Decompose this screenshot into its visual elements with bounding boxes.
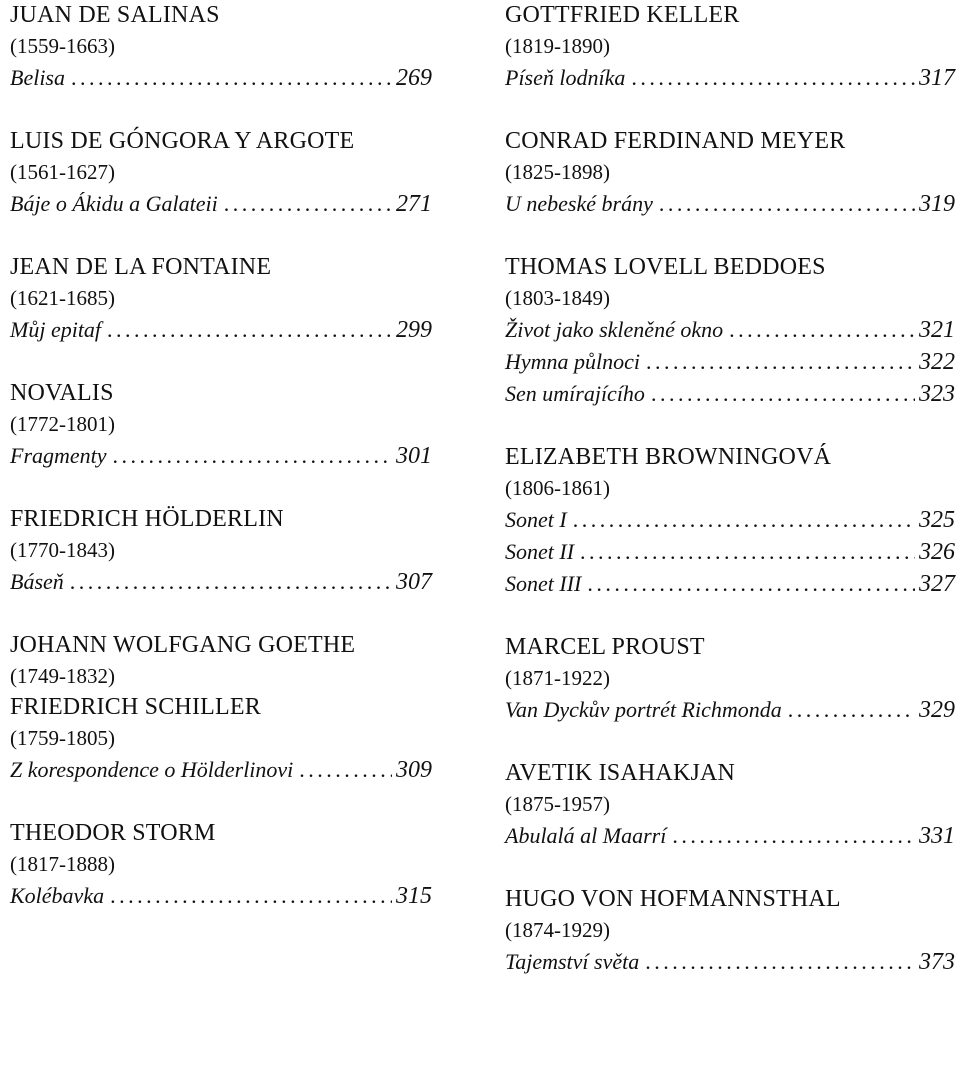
author-group (505, 632, 955, 726)
toc-entry (10, 754, 432, 786)
entry-title: Báseň (10, 569, 64, 594)
author-name: GOTTFRIED KELLER (505, 2, 740, 28)
page-number: 321 (919, 317, 955, 343)
author-years: (1749-1832) (10, 664, 115, 688)
dot-leader (573, 504, 915, 535)
entry-title: Van Dyckův portrét Richmonda (505, 697, 782, 722)
entry-title: Život jako skleněné okno (505, 317, 724, 342)
entry-title: Fragmenty (10, 443, 107, 468)
page-number: 315 (396, 883, 432, 909)
author-name: FRIEDRICH HÖLDERLIN (10, 506, 284, 532)
author-years: (1874-1929) (505, 918, 610, 942)
author-name: MARCEL PROUST (505, 634, 705, 660)
entry-title: Můj epitaf (10, 317, 102, 342)
author-years: (1825-1898) (505, 160, 610, 184)
dot-leader (113, 440, 392, 471)
dot-leader (580, 536, 915, 567)
dot-leader (651, 378, 915, 409)
author-name: JUAN DE SALINAS (10, 2, 220, 28)
page-number: 327 (919, 571, 955, 597)
author-name: ELIZABETH BROWNINGOVÁ (505, 444, 832, 470)
entry-title: Sonet II (505, 539, 575, 564)
author-years: (1772-1801) (10, 412, 115, 436)
toc-entry (505, 946, 955, 978)
author-name: HUGO VON HOFMANNSTHAL (505, 886, 841, 912)
author-group (505, 442, 955, 600)
author-group (505, 0, 955, 94)
toc-entry (10, 314, 432, 346)
page-number: 299 (396, 317, 432, 343)
toc-entry (10, 440, 432, 472)
author-years: (1559-1663) (10, 34, 115, 58)
dot-leader (587, 568, 915, 599)
author-group (10, 0, 432, 94)
dot-leader (631, 62, 915, 93)
entry-title: Píseň lodníka (505, 65, 626, 90)
author-group (505, 758, 955, 852)
author-years: (1817-1888) (10, 852, 115, 876)
dot-leader (110, 880, 392, 911)
author-group (10, 252, 432, 346)
dot-leader (729, 314, 915, 345)
toc-entry (505, 378, 955, 410)
toc-entry (10, 188, 432, 220)
entry-title: Abulalá al Maarrí (505, 823, 667, 848)
toc-entry (505, 62, 955, 94)
toc-entry (505, 536, 955, 568)
dot-leader (645, 946, 915, 977)
author-name: JEAN DE LA FONTAINE (10, 254, 272, 280)
entry-title: Tajemství světa (505, 949, 640, 974)
toc-entry (505, 568, 955, 600)
entry-title: U nebeské brány (505, 191, 653, 216)
page-number: 307 (396, 569, 432, 595)
author-group (10, 630, 432, 692)
author-years: (1561-1627) (10, 160, 115, 184)
author-years: (1806-1861) (505, 476, 610, 500)
author-years: (1759-1805) (10, 726, 115, 750)
toc-column-left (10, 0, 432, 944)
toc-entry (10, 62, 432, 94)
page-number: 301 (396, 443, 432, 469)
dot-leader (659, 188, 915, 219)
page-number: 323 (919, 381, 955, 407)
author-years: (1621-1685) (10, 286, 115, 310)
dot-leader (224, 188, 392, 219)
entry-title: Z korespondence o Hölderlinovi (10, 757, 294, 782)
toc-entry (505, 504, 955, 536)
author-name: JOHANN WOLFGANG GOETHE (10, 632, 356, 658)
author-name: AVETIK ISAHAKJAN (505, 760, 736, 786)
author-name: LUIS DE GÓNGORA Y ARGOTE (10, 128, 355, 154)
page-number: 317 (919, 65, 955, 91)
toc-entry (505, 188, 955, 220)
entry-title: Hymna půlnoci (505, 349, 641, 374)
dot-leader (70, 566, 392, 597)
page-number: 326 (919, 539, 955, 565)
author-name: THOMAS LOVELL BEDDOES (505, 254, 826, 280)
entry-title: Sen umírajícího (505, 381, 645, 406)
author-years: (1819-1890) (505, 34, 610, 58)
author-name: CONRAD FERDINAND MEYER (505, 128, 846, 154)
author-group (10, 504, 432, 598)
dot-leader (788, 694, 915, 725)
entry-title: Kolébavka (10, 883, 105, 908)
entry-title: Báje o Ákidu a Galateii (10, 191, 218, 216)
page-number: 325 (919, 507, 955, 533)
author-group (505, 252, 955, 410)
page-number: 373 (919, 949, 955, 975)
page-number: 319 (919, 191, 955, 217)
author-group (505, 126, 955, 220)
entry-title: Sonet I (505, 507, 567, 532)
author-name: FRIEDRICH SCHILLER (10, 694, 261, 720)
page-number: 271 (396, 191, 432, 217)
author-group (505, 884, 955, 978)
author-group (10, 378, 432, 472)
author-years: (1875-1957) (505, 792, 610, 816)
entry-title: Sonet III (505, 571, 582, 596)
author-years: (1770-1843) (10, 538, 115, 562)
toc-entry (505, 314, 955, 346)
toc-entry (505, 694, 955, 726)
author-years: (1871-1922) (505, 666, 610, 690)
author-years: (1803-1849) (505, 286, 610, 310)
author-name: THEODOR STORM (10, 820, 216, 846)
toc-entry (10, 566, 432, 598)
entry-title: Belisa (10, 65, 65, 90)
page-number: 322 (919, 349, 955, 375)
page-number: 309 (396, 757, 432, 783)
author-name: NOVALIS (10, 380, 114, 406)
page-number: 269 (396, 65, 432, 91)
author-group (10, 692, 432, 786)
page-number: 329 (919, 697, 955, 723)
dot-leader (646, 346, 915, 377)
dot-leader (672, 820, 915, 851)
toc-entry (505, 346, 955, 378)
dot-leader (71, 62, 392, 93)
page-number: 331 (919, 823, 955, 849)
author-group (10, 126, 432, 220)
toc-entry (10, 880, 432, 912)
toc-column-right (505, 0, 955, 1010)
dot-leader (107, 314, 392, 345)
toc-entry (505, 820, 955, 852)
dot-leader (299, 754, 392, 785)
author-group (10, 818, 432, 912)
